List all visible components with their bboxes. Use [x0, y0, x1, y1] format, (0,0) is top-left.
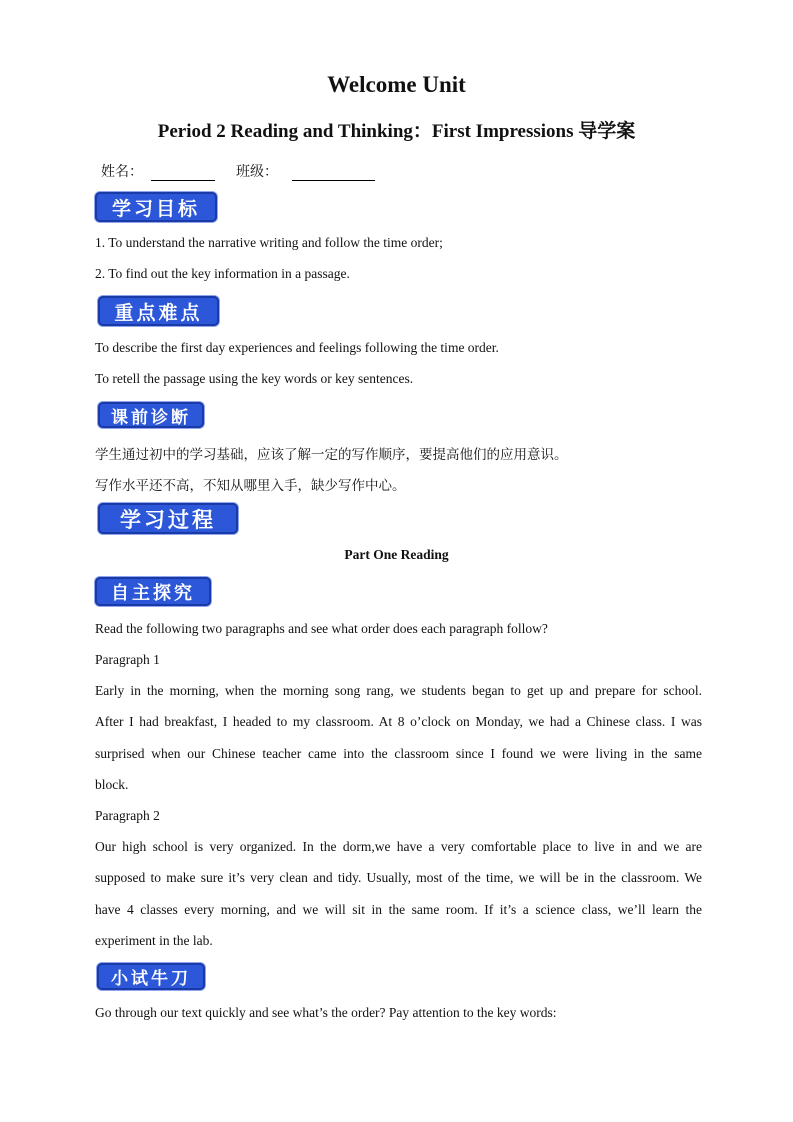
- paragraph-1-line-3: surprised when our Chinese teacher came into the classroom since I found we were living in the same: [95, 746, 702, 761]
- key-points-badge: 重点难点: [98, 296, 219, 326]
- paragraph-2-label: Paragraph 2: [95, 808, 160, 823]
- class-blank[interactable]: [292, 166, 375, 181]
- practice-badge: 小试牛刀: [97, 963, 205, 990]
- key-point-line-2: To retell the passage using the key words or key sentences.: [95, 371, 414, 386]
- name-label: 姓名：: [101, 164, 143, 180]
- self-study-badge: 自主探究: [95, 577, 211, 606]
- paragraph-2-line-2: supposed to make sure it’s very clean and tidy. Usually, most of the time, we will be in the classroom. We: [95, 870, 702, 885]
- objective-line-1: 1. To understand the narrative writing and follow the time order;: [95, 235, 443, 250]
- paragraph-1-line-4: block.: [95, 777, 129, 792]
- self-study-instruction: Read the following two paragraphs and see what order does each paragraph follow?: [95, 621, 548, 636]
- class-label: 班级：: [236, 164, 278, 180]
- document-title: Welcome Unit: [327, 72, 466, 97]
- student-info-row: [101, 161, 375, 181]
- objective-line-2: 2. To find out the key information in a passage.: [95, 266, 350, 281]
- diagnosis-line-2: 写作水平还不高，不知从哪里入手，缺少写作中心。: [95, 478, 406, 494]
- name-blank[interactable]: [151, 166, 215, 181]
- paragraph-1-line-1: Early in the morning, when the morning song rang, we students began to get up and prepare for school.: [95, 683, 702, 698]
- paragraph-1-line-2: After I had breakfast, I headed to my classroom. At 8 o’clock on Monday, we had a Chinese class. I was: [95, 714, 702, 729]
- objectives-badge: 学习目标: [95, 192, 217, 222]
- part-one-title: Part One Reading: [344, 547, 449, 562]
- diagnosis-badge: 课前诊断: [98, 402, 204, 428]
- document-subtitle: Period 2 Reading and Thinking：First Impressions 导学案: [157, 121, 636, 142]
- paragraph-2-line-4: experiment in the lab.: [95, 933, 213, 948]
- practice-instruction: Go through our text quickly and see what’s the order? Pay attention to the key words:: [95, 1005, 557, 1020]
- key-point-line-1: To describe the first day experiences and feelings following the time order.: [95, 340, 499, 355]
- process-badge: 学习过程: [98, 503, 238, 534]
- diagnosis-line-1: 学生通过初中的学习基础，应该了解一定的写作顺序，要提高他们的应用意识。: [95, 447, 568, 463]
- paragraph-1-label: Paragraph 1: [95, 652, 160, 667]
- paragraph-2-line-3: have 4 classes every morning, and we will sit in the same room. If it’s a science class, we’ll learn the: [95, 902, 702, 917]
- paragraph-2-line-1: Our high school is very organized. In the dorm,we have a very comfortable place to live in and we are: [95, 839, 702, 854]
